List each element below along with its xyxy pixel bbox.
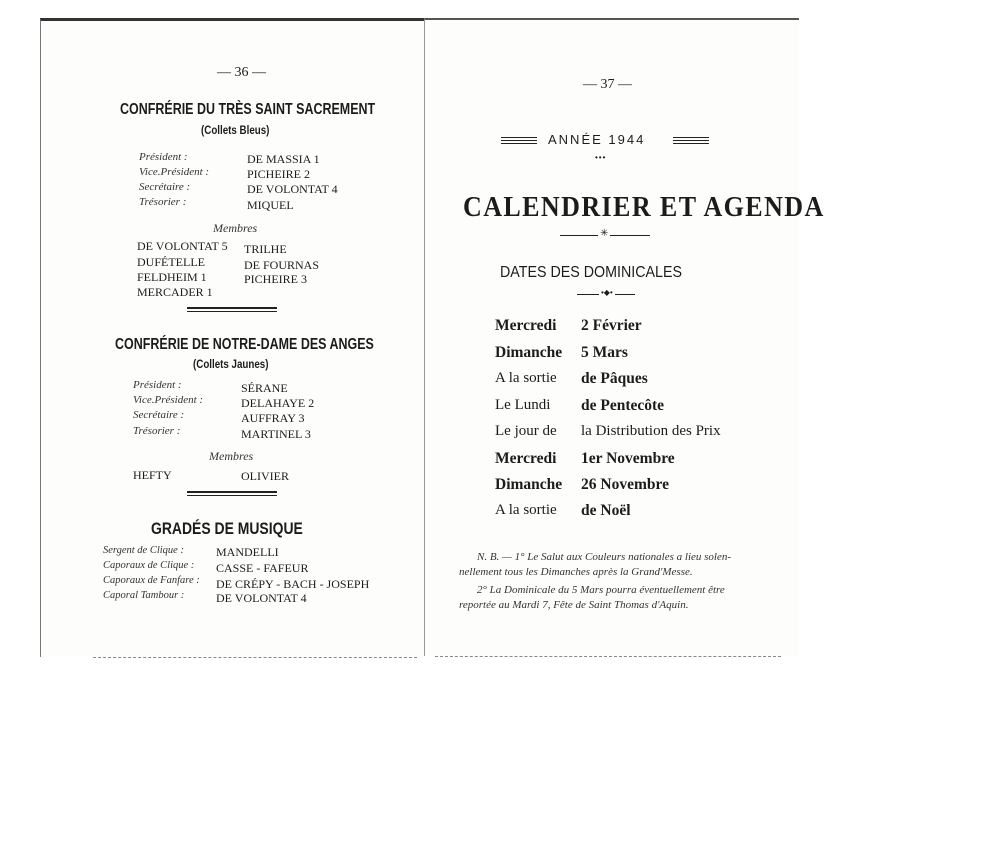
- ornament-dots: •••: [595, 153, 607, 162]
- dominicale-occasion: la Distribution des Prix: [581, 423, 721, 439]
- role-name: DE MASSIA 1: [247, 152, 320, 166]
- dominicale-occasion: 5 Mars: [581, 344, 628, 361]
- member-name: OLIVIER: [241, 469, 289, 483]
- note-line: reportée au Mardi 7, Fête de Saint Thomas d'Aquin.: [459, 599, 689, 611]
- main-title: CALENDRIER ET AGENDA: [463, 192, 825, 223]
- dominicale-day: Le Lundi: [495, 397, 551, 413]
- dominicale-occasion: 2 Février: [581, 317, 642, 334]
- section-subtitle-sacrement: (Collets Bleus): [201, 125, 270, 137]
- role-name: DE VOLONTAT 4: [247, 182, 338, 196]
- role-label: Vice.Président :: [139, 166, 210, 178]
- divider: [187, 495, 277, 496]
- members-label: Membres: [209, 449, 254, 463]
- dominicale-occasion: de Pâques: [581, 370, 648, 387]
- role-name: DE CRÉPY - BACH - JOSEPH: [216, 577, 370, 591]
- dominicale-day: Le jour de: [495, 423, 557, 439]
- dominicale-occasion: 1er Novembre: [581, 450, 675, 467]
- dominicale-occasion: 26 Novembre: [581, 476, 669, 493]
- dominicale-day: A la sortie: [495, 502, 557, 518]
- member-name: DUFÉTELLE: [137, 255, 205, 269]
- dominicale-day: Mercredi: [495, 450, 557, 467]
- role-name: PICHEIRE 2: [247, 167, 310, 181]
- dominicale-occasion: de Noël: [581, 502, 631, 519]
- dominicale-day: Dimanche: [495, 476, 563, 493]
- divider: [187, 311, 277, 312]
- page-number: — 36 —: [217, 65, 266, 80]
- ornament-rule-left: [501, 143, 537, 144]
- dominicale-day: A la sortie: [495, 370, 557, 386]
- role-label: Vice.Président :: [133, 394, 204, 406]
- note-line: nellement tous les Dimanches après la Grand'Messe.: [459, 566, 693, 578]
- section-title-dominicales: DATES DES DOMINICALES: [500, 264, 682, 281]
- role-name: SÉRANE: [241, 381, 288, 395]
- divider: [187, 491, 277, 493]
- ornament-rule-right: [673, 137, 709, 138]
- note-line: 2° La Dominicale du 5 Mars pourra éventuellement être: [477, 584, 725, 596]
- section-title-musique: GRADÉS DE MUSIQUE: [151, 519, 303, 538]
- member-name: MERCADER 1: [137, 285, 213, 299]
- role-label: Président :: [139, 151, 188, 163]
- ornament-rule-right: [673, 143, 709, 144]
- role-label: Trésorier :: [133, 425, 181, 437]
- page-number: — 37 —: [583, 77, 632, 92]
- ornament-rule-left: [501, 140, 537, 141]
- ornament-dots: •◆•: [601, 288, 613, 297]
- ornament-rule-left: [501, 137, 537, 138]
- role-label: Sergent de Clique :: [103, 545, 184, 556]
- member-name: TRILHE: [244, 242, 287, 256]
- note-line: N. B. — 1° Le Salut aux Couleurs nationales a lieu solen-: [477, 551, 732, 563]
- role-name: MARTINEL 3: [241, 427, 311, 441]
- role-label: Trésorier :: [139, 196, 187, 208]
- section-subtitle-anges: (Collets Jaunes): [193, 359, 269, 371]
- role-name: MIQUEL: [247, 198, 294, 212]
- member-name: DE VOLONTAT 5: [137, 239, 228, 253]
- ornament-rule-right: [673, 140, 709, 141]
- role-name: MANDELLI: [216, 545, 279, 559]
- section-title-anges: CONFRÉRIE DE NOTRE-DAME DES ANGES: [115, 336, 374, 353]
- role-name: DELAHAYE 2: [241, 396, 315, 410]
- star-ornament-icon: ✳: [600, 228, 609, 239]
- role-label: Secrétaire :: [139, 181, 191, 193]
- year-heading: ANNÉE 1944: [548, 132, 646, 147]
- members-label: Membres: [213, 221, 258, 235]
- role-name: DE VOLONTAT 4: [216, 591, 307, 605]
- role-label: Président :: [133, 379, 182, 391]
- role-name: AUFFRAY 3: [241, 411, 305, 425]
- member-name: FELDHEIM 1: [137, 270, 207, 284]
- divider: [187, 307, 277, 309]
- role-label: Caporal Tambour :: [103, 590, 185, 601]
- member-name: PICHEIRE 3: [244, 272, 307, 286]
- role-label: Secrétaire :: [133, 409, 185, 421]
- role-label: Caporaux de Clique :: [103, 560, 195, 571]
- member-name: DE FOURNAS: [244, 258, 320, 272]
- right-page: [424, 18, 825, 656]
- member-name: HEFTY: [133, 468, 172, 482]
- left-page: [40, 18, 425, 657]
- dominicale-day: Dimanche: [495, 344, 563, 361]
- section-title-sacrement: CONFRÉRIE DU TRÈS SAINT SACREMENT: [120, 101, 376, 118]
- dominicale-occasion: de Pentecôte: [581, 397, 665, 414]
- dominicale-day: Mercredi: [495, 317, 557, 334]
- role-name: CASSE - FAFEUR: [216, 561, 309, 575]
- role-label: Caporaux de Fanfare :: [103, 575, 200, 586]
